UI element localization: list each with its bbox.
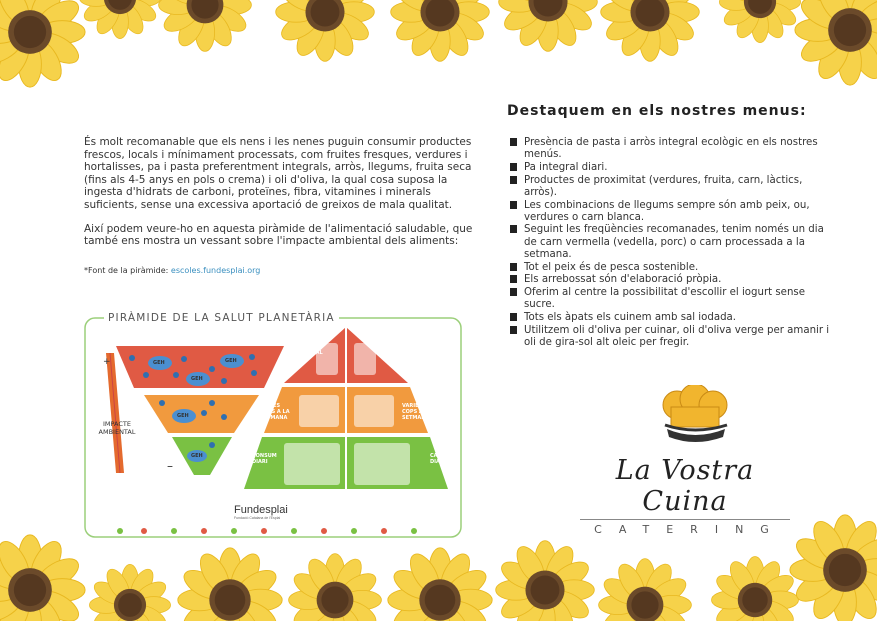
geh-label: GEH (177, 413, 189, 419)
level-daily-right: CADA DIA (430, 453, 446, 465)
list-item: Seguint les freqüències recomanades, tenim només un dia de carn vermella (vedella, porc) o carn processada a la setmana. (510, 224, 830, 261)
bullet-icon (510, 263, 517, 271)
vegetable-border (114, 525, 434, 537)
list-item: Productes de proximitat (verdures, fruita, carn, làctics, arròs). (510, 175, 830, 199)
list-item: Oferim al centre la possibilitat d'escollir el iogurt sense sucre. (510, 287, 830, 311)
list-item: Les combinacions de llegums sempre són amb peix, ou, verdures o carn blanca. (510, 200, 830, 224)
list-item: Els arrebossat són d'elaboració pròpia. (510, 274, 830, 286)
level-daily-left: CONSUM DIARI (252, 453, 277, 465)
fundesplai-logo-subtitle: Fundació Catalana de l'Esplai (234, 516, 281, 520)
source-link[interactable]: escoles.fundesplai.org (170, 266, 261, 275)
geh-label: GEH (225, 358, 237, 364)
level-never: MAI (378, 350, 389, 356)
bullet-icon (510, 138, 517, 146)
pyramid-source (84, 266, 260, 275)
intro-paragraph: És molt recomanable que els nens i les nenes puguin consumir productes frescos, locals i mínimament processats, com fruites fresques, verdures i hortalisses, pa i pasta preferentment integrals, arròs, llegums, fruita seca (fins als 4-5 anys en pols o crema) i oli d'oliva, la qual cosa suposa la ingesta d'hidrats de carboni, proteïnes, fibra, vitamines i minerals suficients, sense una excessiva aportació de greixos de mala qualitat. (84, 136, 472, 211)
impact-minus: – (167, 459, 173, 473)
source-label: *Font de la piràmide: (84, 266, 171, 275)
bullet-icon (510, 313, 517, 321)
level-occasional: OCASIONAL (290, 350, 323, 356)
menu-highlights-title: Destaquem en els nostres menus: (507, 103, 807, 119)
list-item: Presència de pasta i arròs integral ecològic en els nostres menús. (510, 137, 830, 161)
brand-name: La Vostra Cuina (615, 455, 755, 517)
bullet-icon (510, 288, 517, 296)
bullet-icon (510, 163, 517, 171)
list-item: Pa integral diari. (510, 162, 830, 174)
level-weekly-left: VARIES COPS A LA SETMANA (260, 403, 290, 421)
list-item: Utilitzem oli d'oliva per cuinar, oli d'oliva verge per amanir i oli de gira-sol alt oleic per fregir. (510, 325, 830, 349)
planetary-health-pyramid (84, 313, 462, 539)
chef-hat-icon (655, 385, 735, 447)
bullet-icon (510, 176, 517, 184)
fundesplai-logo (234, 504, 288, 520)
menu-highlights-list (510, 137, 830, 349)
bullet-icon (510, 326, 517, 334)
geh-label: GEH (153, 360, 165, 366)
geh-label: GEH (191, 453, 203, 459)
pyramid-title: PIRÀMIDE DE LA SALUT PLANETÀRIA (104, 312, 339, 324)
brand-logo (580, 455, 790, 536)
bullet-icon (510, 201, 517, 209)
geh-label: GEH (191, 376, 203, 382)
brand-subtitle: CATERING (594, 523, 786, 536)
bullet-icon (510, 275, 517, 283)
fundesplai-logo-text: Fundesplai (234, 504, 288, 516)
bullet-icon (510, 225, 517, 233)
impact-plus: + (103, 357, 111, 367)
brand-divider (580, 519, 790, 520)
pyramid-intro-paragraph: Així podem veure-ho en aquesta piràmide de l'alimentació saludable, que també ens mostra un vessant sobre l'impacte ambiental dels aliments: (84, 222, 473, 248)
impact-label: IMPACTE AMBIENTAL (98, 420, 136, 436)
level-weekly-right: VARIES COPS A LA SETMANA (402, 403, 432, 421)
intro-text (84, 136, 474, 259)
list-item: Tot el peix és de pesca sostenible. (510, 262, 830, 274)
list-item: Tots els àpats els cuinem amb sal iodada. (510, 312, 830, 324)
